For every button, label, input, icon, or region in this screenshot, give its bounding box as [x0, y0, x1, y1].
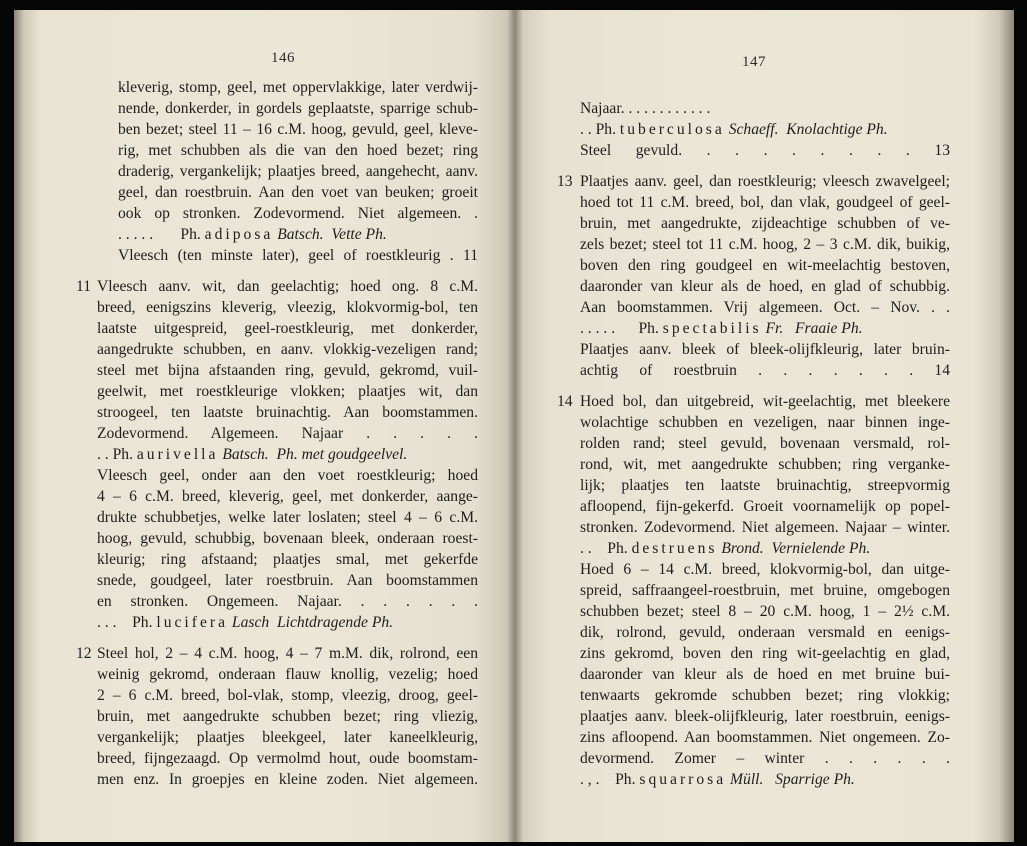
text-line: kleverig, stomp, geel, met oppervlakkige, later verdwij-	[118, 79, 478, 96]
common-name: Fraaie Ph.	[794, 320, 863, 337]
text-line: lijk; plaatjes ten laatste bruinachtig, streepvormig	[580, 477, 950, 494]
text-line: Hoed bol, dan uitgebreid, wit-geelachtig, met bleekere	[580, 393, 950, 410]
text-line: bruin, met aangedrukte, zijdeachtige schubben of ve-	[580, 215, 950, 232]
text-line: zels bezet; steel tot 11 c.M. hoog, 2 – 3 c.M. dik, buikig,	[580, 236, 950, 253]
text-line: Aan boomstammen. Vrij algemeen. Oct. – Nov. . .	[580, 299, 950, 316]
common-name: Sparrige Ph.	[775, 771, 855, 788]
text-line: laatste uitgespreid, geel-roestkleurig, met donkerder,	[97, 320, 478, 337]
species-name: adiposa	[204, 226, 274, 243]
text-line: achtig of roestbruin . . . . . . . 14	[580, 362, 950, 379]
text-line: vergankelijk; plaatjes bleekgeel, later kaneelkleurig,	[97, 729, 478, 746]
text-line: wolachtige schubben en vezeligen, naar binnen inge-	[580, 414, 950, 431]
text-line: stroogeel, ten laatste bruinachtig. Aan boomstammen.	[97, 404, 478, 421]
species-name: tuberculosa	[619, 121, 725, 138]
text-line: Vleesch (ten minste later), geel of roestkleurig . 11	[118, 247, 478, 264]
text-line: daaronder van kleur als de hoed, en glad of schubbig.	[580, 278, 950, 295]
text-line: geel, dan roestbruin. Aan den voet van beuken; groeit	[118, 184, 478, 201]
species-author: Müll.	[730, 771, 764, 788]
common-name: Ph. met goudgeelvel.	[276, 446, 408, 463]
text-line: Plaatjes aanv. bleek of bleek-olijfkleurig, later bruin-	[580, 341, 950, 358]
leader-dots: . . . . .	[580, 320, 616, 337]
text-line: Steel gevuld. . . . . . . . . 13	[580, 142, 950, 159]
text-line: spreid, saffraangeel-roestbruin, met bruine, omgebogen	[580, 582, 950, 599]
species-entry-spectabilis	[580, 318, 950, 339]
common-name: Vernielende Ph.	[771, 540, 871, 557]
text-line: Zodevormend. Algemeen. Najaar . . . . .	[97, 425, 478, 442]
right-page	[514, 10, 1014, 842]
text-line: Vleesch geel, onder aan den voet roestkleurig; hoed	[97, 467, 478, 484]
text-line: steel met bijna afstaanden ring, gevuld, gekromd, vuil-	[97, 362, 478, 379]
text-line: zins afloopend. Aan boomstammen. Niet ongemeen. Zo-	[580, 729, 950, 746]
genus-abbrev: Ph.	[615, 771, 636, 788]
leader-dots: . . . . .	[118, 226, 154, 243]
species-name: squarrosa	[639, 771, 727, 788]
species-author: Lasch	[231, 614, 270, 631]
key-number: 11	[76, 278, 92, 295]
page-number-left: 146	[271, 50, 295, 66]
leader-dots: . .	[580, 540, 592, 557]
text-line: dik, rolrond, gevuld, onderaan versmald en eenigs-	[580, 624, 950, 641]
species-name: aurivella	[136, 446, 219, 463]
text-line: daaronder van kleur als de hoed en met bruine bui-	[580, 666, 950, 683]
open-book	[14, 10, 1014, 842]
common-name: Lichtdragende Ph.	[276, 614, 394, 631]
leader-dots: . .	[580, 121, 592, 138]
text-line: en stronken. Ongemeen. Najaar. . . . . . .	[97, 593, 478, 610]
genus-abbrev: Ph.	[180, 226, 201, 243]
text-line: Najaar. . . . . . . . . . . .	[580, 100, 711, 117]
leader-dots: . .	[97, 446, 109, 463]
text-line: rolden rand; steel gevuld, bovenaan versmald, rol-	[580, 435, 950, 452]
species-author: Batsch.	[222, 446, 269, 463]
text-line: geelwit, met roestkleurige vlokken; plaatjes wit, dan	[97, 383, 478, 400]
text-line: boven den ring goudgeel en wit-meelachtig bestoven,	[580, 257, 950, 274]
text-line: aangedrukte schubben, en aanv. vlokkig-vezeligen rand;	[97, 341, 478, 358]
text-line: 2 – 6 c.M. breed, bol-vlak, stomp, vleezig, droog, geel-	[97, 687, 478, 704]
genus-abbrev: Ph.	[607, 540, 628, 557]
text-line: zins gekromd, boven den ring wit-geelachtig en glad,	[580, 645, 950, 662]
text-line: ben bezet; steel 11 – 16 c.M. hoog, gevuld, geel, kleve-	[118, 121, 478, 138]
genus-abbrev: Ph.	[112, 446, 133, 463]
species-author: Brond.	[721, 540, 764, 557]
text-line: kleurig; ring afstaand; plaatjes smal, met gekerfde	[97, 551, 478, 568]
text-line: hoog, gevuld, schubbig, bovenaan bleek, onderaan roest-	[97, 530, 478, 547]
genus-abbrev: Ph.	[132, 614, 153, 631]
page-number-right: 147	[742, 54, 766, 70]
text-line: hoed tot 11 c.M. breed, bol, dan vlak, goudgeel of geel-	[580, 194, 950, 211]
text-line: stronken. Zodevormend. Niet algemeen. Najaar – winter.	[580, 519, 950, 536]
text-line: 4 – 6 c.M. breed, kleverig, geel, met donkerder, aange-	[97, 488, 478, 505]
species-entry-squarrosa	[580, 769, 950, 790]
species-name: lucifera	[156, 614, 228, 631]
genus-abbrev: Ph.	[638, 320, 659, 337]
species-entry-lucifera	[97, 612, 478, 633]
text-line: snede, goudgeel, later roestbruin. Aan boomstammen	[97, 572, 478, 589]
common-name: Vette Ph.	[331, 226, 387, 243]
leader-dots: . , .	[580, 771, 600, 788]
species-entry-aurivella	[97, 444, 478, 465]
text-line: rond, wit, met aangedrukte schubben; ring verganke-	[580, 456, 950, 473]
text-line: plaatjes aanv. bleek-olijfkleurig, later roestbruin, eenigs-	[580, 708, 950, 725]
left-page	[14, 10, 514, 842]
text-line: Vleesch aanv. wit, dan geelachtig; hoed ong. 8 c.M.	[97, 278, 478, 295]
text-line: ook op stronken. Zodevormend. Niet algemeen. .	[118, 205, 478, 222]
text-line: weinig gekromd, onderaan flauw knollig, vezelig; hoed	[97, 666, 478, 683]
species-entry-destruens	[580, 538, 950, 559]
text-line: devormend. Zomer – winter . . . . . .	[580, 750, 950, 767]
text-line: rig, met schubben als die van den hoed bezet; ring	[118, 142, 478, 159]
leader-dots: . . .	[97, 614, 117, 631]
text-line: afloopend, fijn-gekerfd. Groeit voornamelijk op popel-	[580, 498, 950, 515]
text-line: tenwaarts gekromde schubben bezet; ring vlokkig;	[580, 687, 950, 704]
common-name: Knolachtige Ph.	[786, 121, 888, 138]
text-line: drukte schubbetjes, welke later loslaten; steel 4 – 6 c.M.	[97, 509, 478, 526]
genus-abbrev: Ph.	[595, 121, 616, 138]
book-gutter	[507, 10, 523, 842]
text-line: breed, fijngezaagd. Op vermolmd hout, oude boomstam-	[97, 750, 478, 767]
species-entry-adiposa	[118, 224, 478, 245]
species-author: Schaeff.	[728, 121, 779, 138]
text-line: men enz. In groepjes en kleine zoden. Niet algemeen.	[97, 771, 478, 788]
key-number: 12	[76, 645, 92, 662]
text-line: Plaatjes aanv. geel, dan roestkleurig; vleesch zwavelgeel;	[580, 173, 950, 190]
species-name: destruens	[631, 540, 718, 557]
text-line: bruin, met aangedrukte schubben bezet; ring vliezig,	[97, 708, 478, 725]
text-line: draderig, vergankelijk; plaatjes breed, aangehecht, aanv.	[118, 163, 478, 180]
text-line: nende, donkerder, in gordels geplaatste, sparrige schub-	[118, 100, 478, 117]
text-line: Steel hol, 2 – 4 c.M. hoog, 4 – 7 m.M. dik, rolrond, een	[97, 645, 478, 662]
text-line: schubben bezet; steel 8 – 20 c.M. hoog, 1 – 2½ c.M.	[580, 603, 950, 620]
text-line: breed, eenigszins kleverig, vleezig, klokvormig-bol, ten	[97, 299, 478, 316]
species-name: spectabilis	[662, 320, 762, 337]
species-author: Fr.	[765, 320, 784, 337]
key-number: 14	[557, 393, 573, 410]
species-author: Batsch.	[277, 226, 324, 243]
text-line: Hoed 6 – 14 c.M. breed, klokvormig-bol, dan uitge-	[580, 561, 950, 578]
key-number: 13	[557, 173, 573, 190]
species-entry-tuberculosa	[580, 119, 950, 140]
